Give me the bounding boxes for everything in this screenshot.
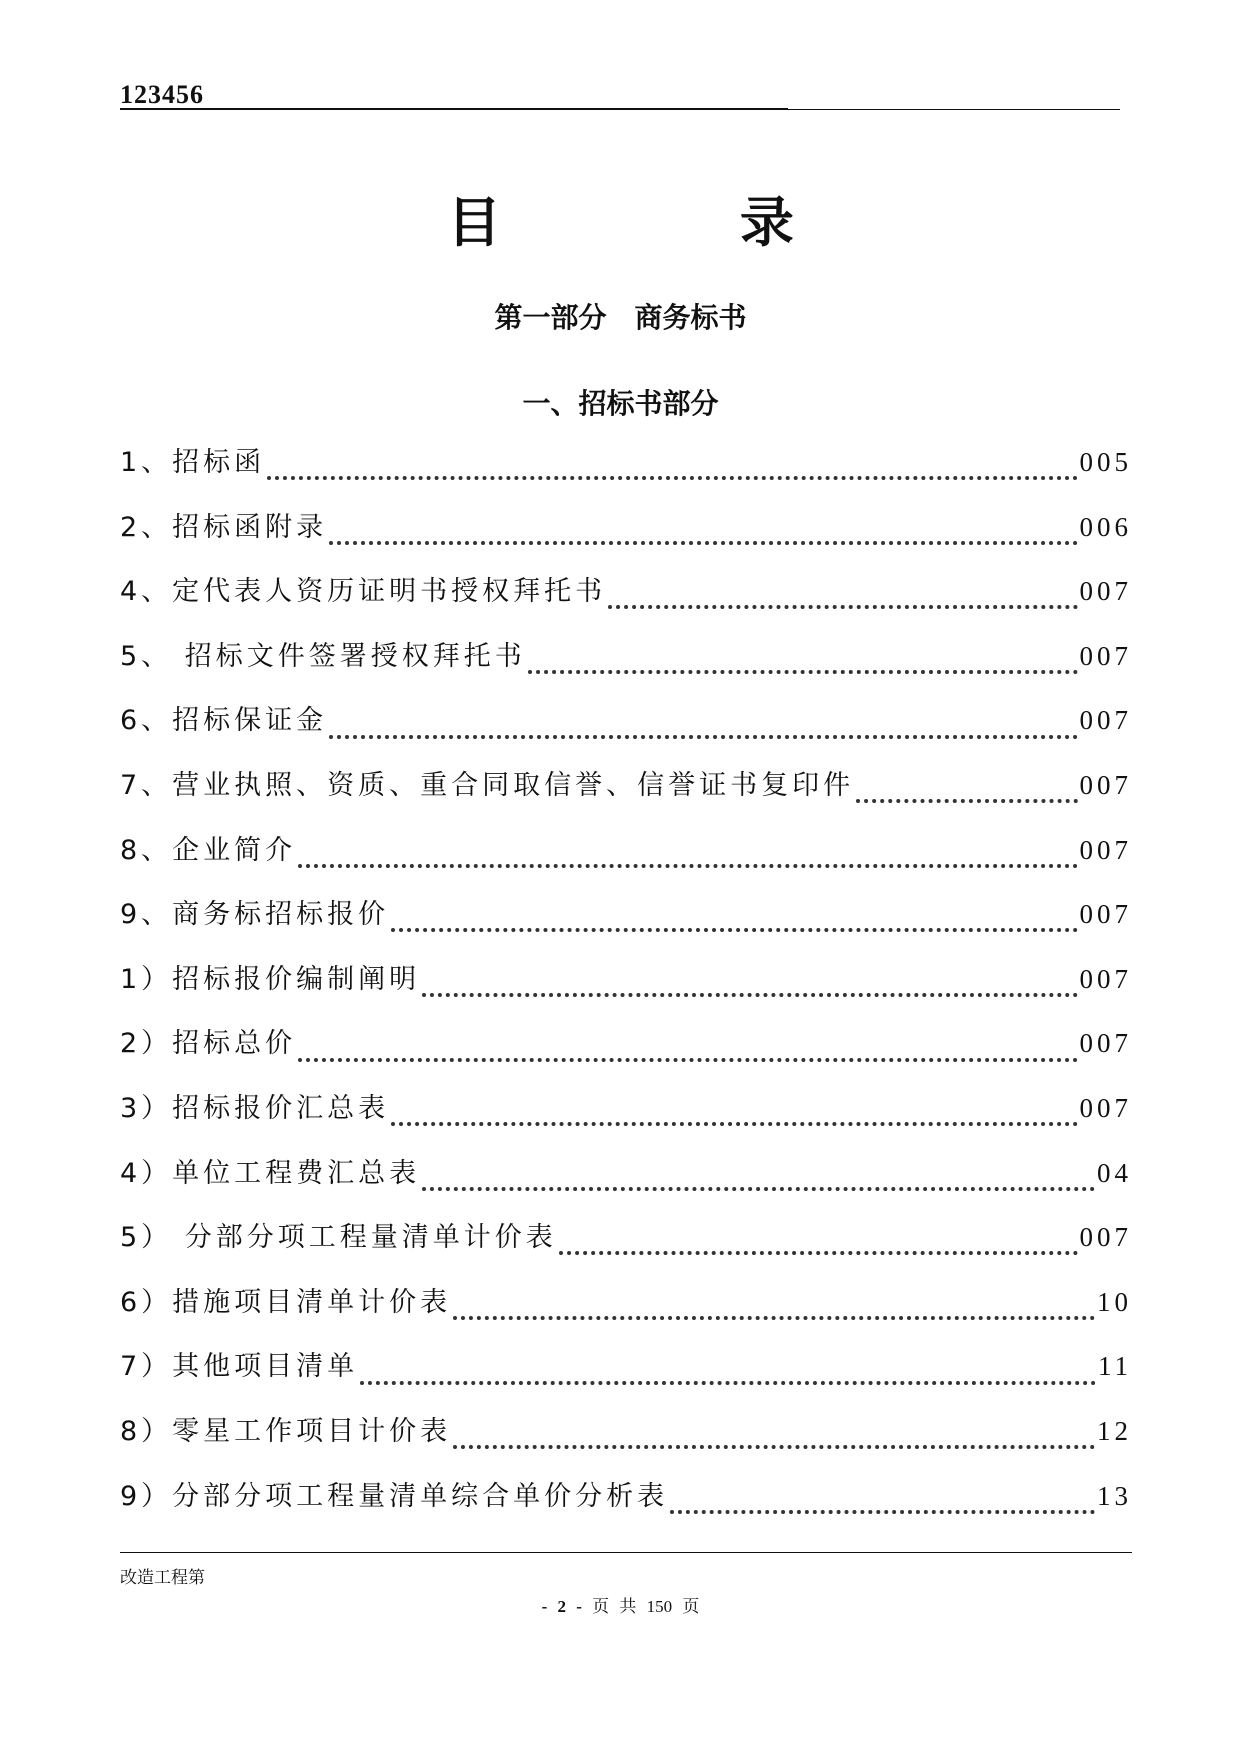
footer-label: 改造工程第 [120, 1568, 205, 1588]
toc-entry-label: 2）招标总价 [120, 1028, 297, 1060]
header-rule-thin [788, 109, 1120, 110]
toc-entry-page: 007 [1079, 1092, 1132, 1123]
page-number [0, 1592, 1241, 1617]
dot-leader [422, 993, 1077, 997]
toc-entry[interactable] [120, 634, 1132, 699]
dot-leader [528, 670, 1078, 674]
dot-leader [856, 799, 1077, 803]
toc-entry-page: 11 [1098, 1351, 1132, 1382]
header-rule [120, 108, 788, 110]
dot-leader [422, 1187, 1095, 1191]
toc-entry-page: 12 [1097, 1415, 1132, 1446]
toc-entry-label: 6、招标保证金 [120, 705, 328, 737]
toc-entry-label: 3）招标报价汇总表 [120, 1092, 390, 1124]
toc-entry-label: 5） 分部分项工程量清单计价表 [120, 1222, 557, 1254]
toc-entry-page: 04 [1097, 1157, 1132, 1188]
toc-entry[interactable] [120, 1215, 1132, 1280]
dot-leader [267, 476, 1077, 480]
toc-entry[interactable] [120, 569, 1132, 634]
toc-entry-label: 8、企业简介 [120, 834, 297, 866]
toc-entry[interactable] [120, 828, 1132, 893]
dot-leader [453, 1445, 1095, 1449]
toc-entry-label: 5、 招标文件签署授权拜托书 [120, 640, 526, 672]
part-title: 第一部分 商务标书 [494, 301, 747, 334]
document-code: 123456 [120, 80, 204, 109]
toc-entry[interactable] [120, 1021, 1132, 1086]
toc-entry-page: 007 [1079, 834, 1132, 865]
toc-entry-page: 005 [1079, 447, 1132, 477]
page-title: 目 录 [447, 191, 904, 254]
toc-entry-page: 007 [1079, 963, 1132, 994]
toc-entry[interactable] [120, 763, 1132, 828]
section-title: 一、招标书部分 [522, 387, 719, 420]
toc-entry[interactable] [120, 1344, 1132, 1409]
toc-entry[interactable] [120, 505, 1132, 570]
toc-entry[interactable] [120, 892, 1132, 957]
toc-entry[interactable] [120, 1151, 1132, 1216]
toc-entry[interactable] [120, 1086, 1132, 1151]
toc-entry-label: 2、招标函附录 [120, 511, 328, 543]
toc-entry-label: 6）措施项目清单计价表 [120, 1286, 452, 1318]
toc-entry[interactable] [120, 1474, 1132, 1539]
page-number-total: 页 共 150 页 [592, 1597, 700, 1616]
toc-entry-page: 007 [1079, 769, 1132, 800]
toc-entry-label: 9、商务标招标报价 [120, 899, 390, 931]
toc-entry-page: 007 [1079, 640, 1132, 671]
toc-entry[interactable] [120, 957, 1132, 1022]
toc-entry-label: 7、营业执照、资质、重合同取信誉、信誉证书复印件 [120, 769, 855, 801]
toc-entry-label: 4）单位工程费汇总表 [120, 1157, 421, 1189]
toc-entry[interactable] [120, 1409, 1132, 1474]
table-of-contents [120, 440, 1132, 1538]
toc-entry-label: 1、招标函 [120, 447, 266, 478]
dot-leader [298, 864, 1077, 868]
dot-leader [391, 928, 1077, 932]
dot-leader [298, 1058, 1077, 1062]
toc-entry[interactable] [120, 1280, 1132, 1345]
dot-leader [670, 1510, 1095, 1514]
toc-entry-page: 006 [1079, 511, 1132, 542]
dot-leader [329, 541, 1077, 545]
toc-entry[interactable] [120, 698, 1132, 763]
toc-entry-page: 007 [1079, 1222, 1132, 1253]
toc-entry-page: 007 [1079, 899, 1132, 930]
toc-entry-label: 7）其他项目清单 [120, 1351, 359, 1383]
toc-entry-page: 007 [1079, 1028, 1132, 1059]
toc-entry-label: 4、定代表人资历证明书授权拜托书 [120, 576, 607, 608]
toc-entry-label: 9）分部分项工程量清单综合单价分析表 [120, 1480, 669, 1512]
toc-entry-page: 13 [1097, 1480, 1132, 1511]
toc-entry-page: 007 [1079, 576, 1132, 607]
dot-leader [391, 1122, 1077, 1126]
footer-rule [120, 1552, 1132, 1553]
dot-leader [559, 1251, 1078, 1255]
toc-entry-label: 1）招标报价编制阐明 [120, 963, 421, 995]
dot-leader [453, 1316, 1095, 1320]
dot-leader [329, 735, 1077, 739]
toc-entry[interactable] [120, 440, 1132, 505]
dot-leader [608, 605, 1077, 609]
dot-leader [360, 1381, 1096, 1385]
toc-entry-label: 8）零星工作项目计价表 [120, 1415, 452, 1447]
page-number-current: - 2 - [541, 1597, 582, 1616]
toc-entry-page: 10 [1097, 1286, 1132, 1317]
toc-entry-page: 007 [1079, 705, 1132, 736]
